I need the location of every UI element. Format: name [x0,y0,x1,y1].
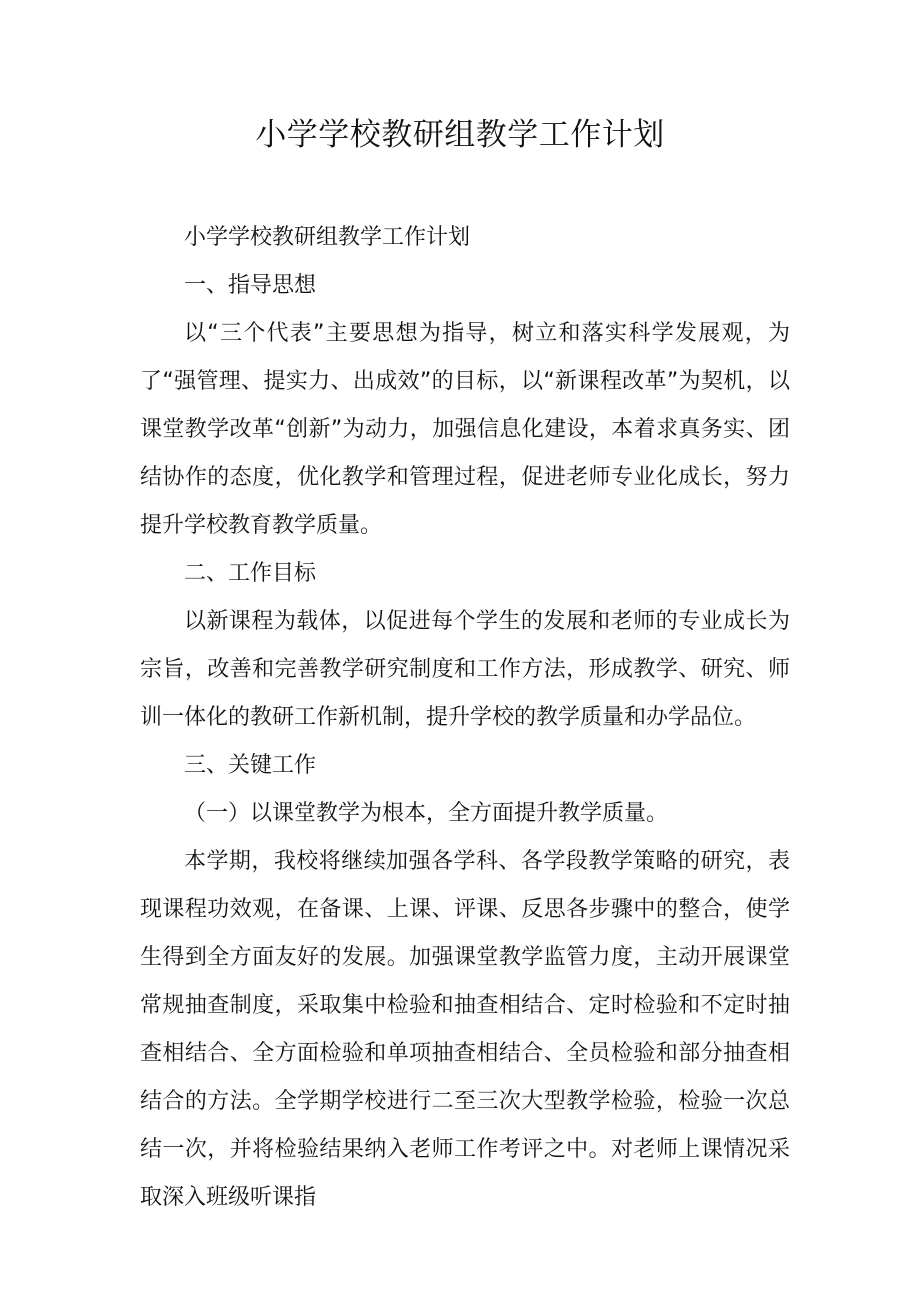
document-body [140,214,790,1222]
paragraph-subtitle: 小学学校教研组教学工作计划 [184,225,471,250]
section-heading-key-work: 三、关键工作 [184,753,317,778]
section-heading-work-goals: 二、工作目标 [184,561,317,586]
paragraph-guiding-ideology: 以“三个代表”主要思想为指导，树立和落实科学发展观，为了“强管理、提实力、出成效”的目标，以“新课程改革”为契机，以课堂教学改革“创新”为动力，加强信息化建设，本着求真务实、团结协作的态度，优化教学和管理过程，促进老师专业化成长，努力提升学校教育教学质量。 [140,321,790,538]
subsection-heading-classroom-teaching: （一）以课堂教学为根本，全方面提升教学质量。 [184,801,669,826]
paragraph-classroom-teaching: 本学期，我校将继续加强各学科、各学段教学策略的研究，表现课程功效观，在备课、上课、评课、反思各步骤中的整合，使学生得到全方面友好的发展。加强课堂教学监管力度，主动开展课堂常规抽查制度，采取集中检验和抽查相结合、定时检验和不定时抽查相结合、全方面检验和单项抽查相结合、全员检验和部分抽查相结合的方法。全学期学校进行二至三次大型教学检验，检验一次总结一次，并将检验结果纳入老师工作考评之中。对老师上课情况采取深入班级听课指 [140,849,790,1210]
paragraph-work-goals: 以新课程为载体，以促进每个学生的发展和老师的专业成长为宗旨，改善和完善教学研究制度和工作方法，形成教学、研究、师训一体化的教研工作新机制，提升学校的教学质量和办学品位。 [140,609,790,730]
document-title: 小学学校教研组教学工作计划 [255,117,665,153]
section-heading-guiding-ideology: 一、指导思想 [184,273,317,298]
